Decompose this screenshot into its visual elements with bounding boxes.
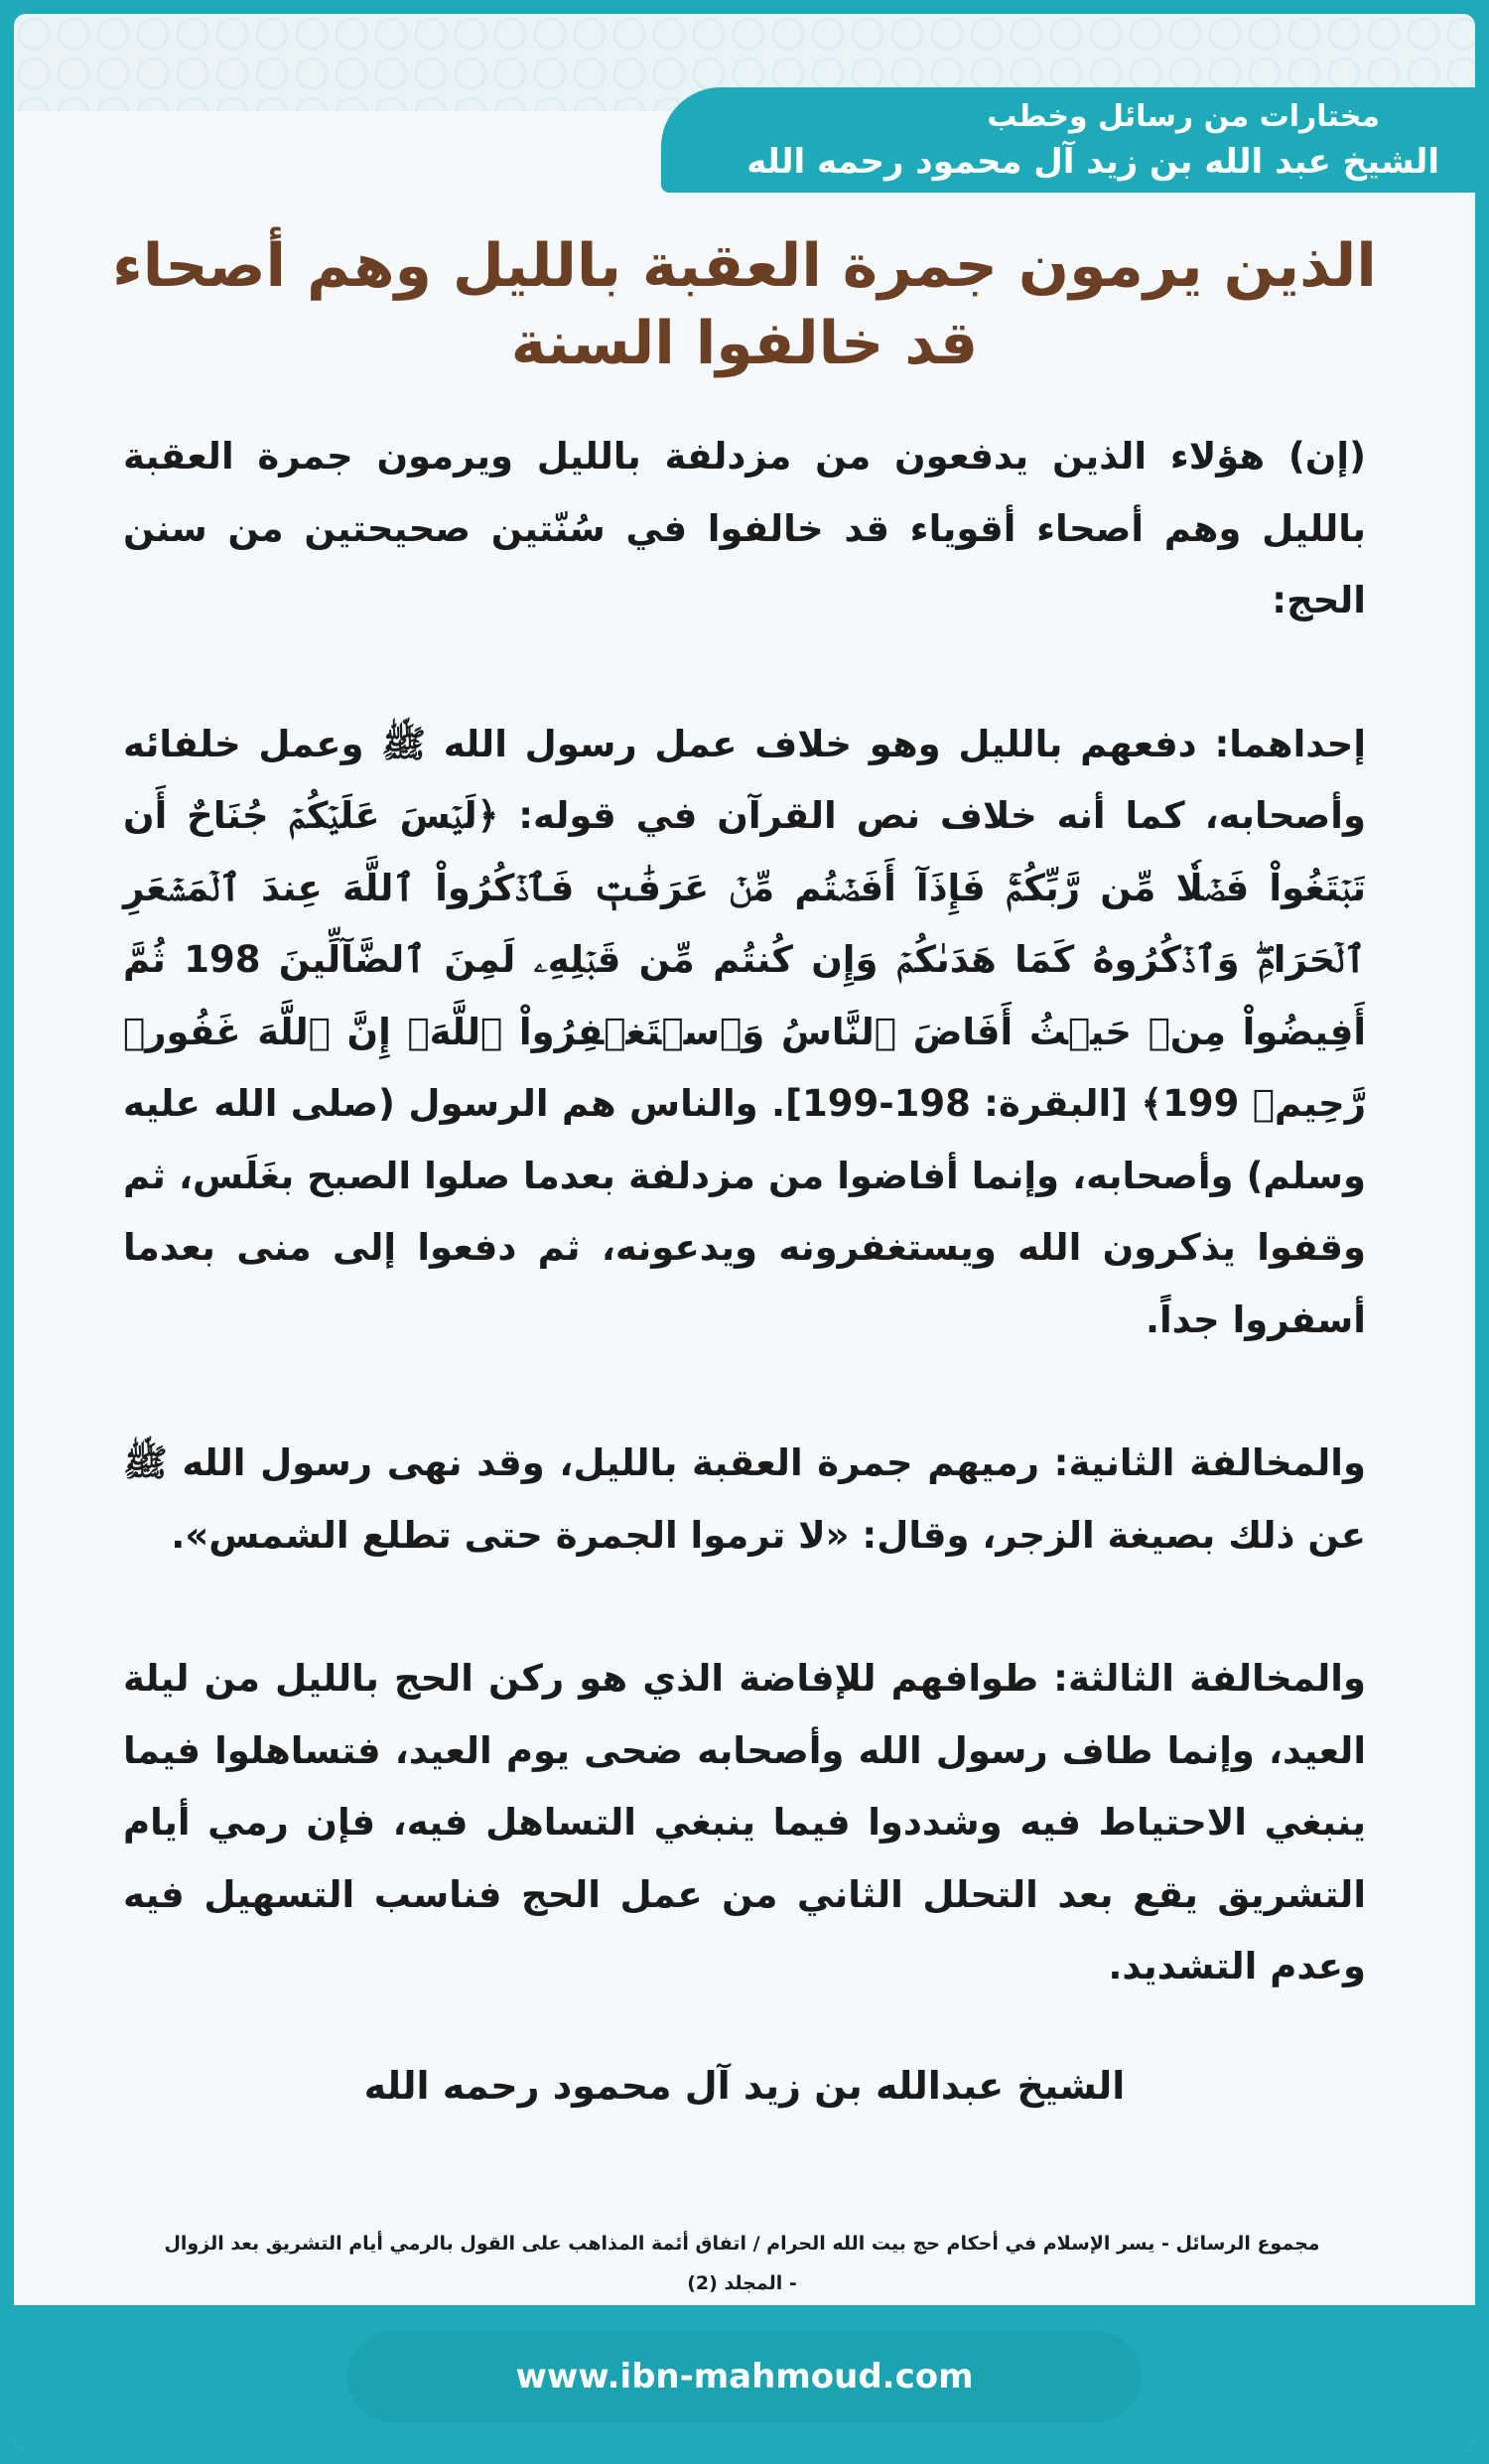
series-header-tab bbox=[661, 87, 1475, 193]
paragraph-second-violation: والمخالفة الثانية: رميهم جمرة العقبة بالليل، وقد نهى رسول الله ﷺ عن ذلك بصيغة الزجر، وقال: «لا ترموا الجمرة حتى تطلع الشمس». bbox=[123, 1441, 1366, 1557]
article-title bbox=[73, 227, 1416, 382]
footer-bar bbox=[14, 2305, 1475, 2450]
page-card bbox=[14, 14, 1475, 2450]
source-line-1: مجموع الرسائل - يسر الإسلام في أحكام حج بيت الله الحرام / اتفاق أئمة المذاهب على القول بالرمي أيام التشريق بعد الزوال bbox=[164, 2233, 1320, 2255]
website-link[interactable]: www.ibn-mahmoud.com bbox=[347, 2331, 1142, 2422]
source-line-2: - المجلد (2) bbox=[687, 2272, 797, 2294]
author-signature: الشيخ عبدالله بن زيد آل محمود رحمه الله bbox=[363, 2064, 1126, 2108]
series-title: مختارات من رسائل وخطب bbox=[987, 99, 1380, 134]
source-citation bbox=[118, 2224, 1366, 2303]
paragraph-intro: (إن) هؤلاء الذين يدفعون من مزدلفة بالليل ويرمون جمرة العقبة بالليل وهم أصحاء أقوياء قد خالفوا في سُنّتين صحيحتين من سنن الحج: bbox=[123, 435, 1366, 621]
title-line-2: قد خالفوا السنة bbox=[510, 309, 979, 378]
paragraph-first-violation: إحداهما: دفعهم بالليل وهو خلاف عمل رسول الله ﷺ وعمل خلفائه وأصحابه، كما أنه خلاف نص القرآن في قوله: ﴿لَيۡسَ عَلَيۡكُمۡ جُنَاحٌ أَن تَبۡتَغُواْ فَضۡلٗا مِّن رَّبِّكُمۡۚ فَإِذَآ أَفَضۡتُم مِّنۡ عَرَفَٰتٖ فَٱذۡكُرُواْ ٱللَّهَ عِندَ ٱلۡمَشۡعَرِ ٱلۡحَرَامِۖ وَٱذۡكُرُوهُ كَمَا هَدَىٰكُمۡ وَإِن كُنتُم مِّن قَبۡلِهِۦ لَمِنَ ٱلضَّآلِّينَ 198 ثُمَّ أَفِيضُواْ مِنۡ حَيۡثُ أَفَاضَ ٱلنَّاسُ وَٱسۡتَغۡفِرُواْ ٱللَّهَۚ إِنَّ ٱللَّهَ غَفُورٞ رَّحِيمٞ 199﴾ [البقرة: 198-199]. والناس هم الرسول (صلى الله عليه وسلم) وأصحابه، وإنما أفاضوا من مزدلفة بعدما صلوا الصبح بغَلَس، ثم وقفوا يذكرون الله ويستغفرونه ويدعونه، ثم دفعوا إلى منى بعدما أسفروا جداً. bbox=[123, 722, 1366, 1341]
title-line-1: الذين يرمون جمرة العقبة بالليل وهم أصحاء bbox=[112, 231, 1377, 301]
paragraph-third-violation: والمخالفة الثالثة: طوافهم للإفاضة الذي هو ركن الحج بالليل من ليلة العيد، وإنما طاف رسول الله وأصحابه ضحى يوم العيد، فتساهلوا فيما ينبغي الاحتياط فيه وشددوا فيما ينبغي التساهل فيه، فإن رمي أيام التشريق يقع بعد التحلل الثاني من عمل الحج فناسب التسهيل فيه وعدم التشديد. bbox=[123, 1657, 1366, 1987]
author-name-header: الشيخ عبد الله بن زيد آل محمود رحمه الله bbox=[746, 142, 1439, 182]
article-body bbox=[123, 421, 1366, 2003]
